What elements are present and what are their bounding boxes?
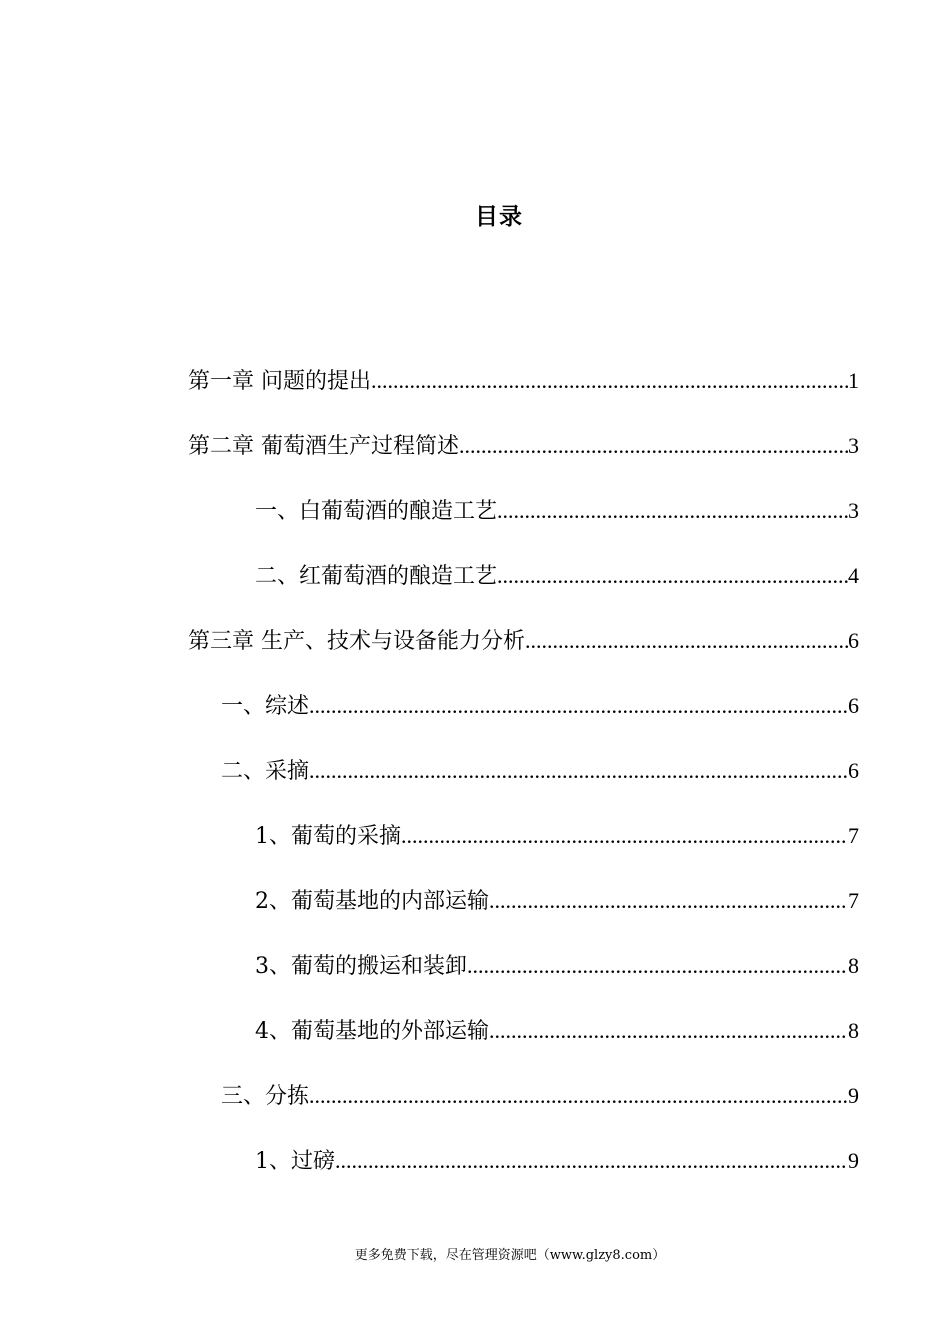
toc-entry-label: 第二章 葡萄酒生产过程简述 (188, 434, 459, 459)
toc-entry-page: 8 (848, 1018, 859, 1043)
toc-entry-subsection[interactable] (255, 1144, 859, 1178)
toc-leader-dots (309, 689, 848, 723)
toc-entry-section[interactable] (221, 754, 859, 788)
toc-entry-page: 7 (848, 888, 859, 913)
toc-entry-label: 2、葡萄基地的内部运输 (255, 889, 489, 914)
toc-entry-page: 9 (848, 1148, 859, 1173)
toc-leader-dots (489, 1014, 848, 1048)
toc-entry-label: 3、葡萄的搬运和装卸 (255, 954, 467, 979)
toc-entry-page: 6 (848, 628, 859, 653)
toc-entry-section[interactable] (221, 1079, 859, 1113)
toc-entry-label: 一、白葡萄酒的酿造工艺 (255, 499, 498, 524)
page-footer: 更多免费下载，尽在管理资源吧（www.glzy8.com） (354, 1248, 666, 1263)
toc-entry-page: 7 (848, 823, 859, 848)
toc-leader-dots (467, 949, 848, 983)
toc-entry-label: 4、葡萄基地的外部运输 (255, 1019, 489, 1044)
toc-entry-subsection[interactable] (255, 1014, 859, 1048)
toc-entry-subsection[interactable] (255, 884, 859, 918)
toc-entry-subsection[interactable] (255, 949, 859, 983)
toc-entry-label: 三、分拣 (221, 1084, 310, 1109)
toc-entry-page: 3 (848, 433, 859, 458)
toc-leader-dots (309, 1079, 848, 1113)
toc-entry-page: 8 (848, 953, 859, 978)
toc-entry-page: 9 (848, 1083, 859, 1108)
toc-leader-dots (371, 364, 848, 398)
toc-leader-dots (489, 884, 848, 918)
toc-leader-dots (497, 494, 848, 528)
toc-entry-page: 1 (848, 368, 859, 393)
toc-entry-chapter-1[interactable] (188, 364, 859, 398)
toc-entry-chapter-2[interactable] (188, 429, 859, 463)
toc-entry-page: 6 (848, 758, 859, 783)
toc-leader-dots (497, 559, 848, 593)
toc-leader-dots (335, 1144, 848, 1178)
toc-entry-page: 3 (848, 498, 859, 523)
toc-entry-label: 一、综述 (221, 694, 310, 719)
toc-title: 目录 (475, 203, 523, 230)
toc-leader-dots (309, 754, 848, 788)
toc-entry-label: 1、过磅 (255, 1149, 335, 1174)
toc-entry-page: 6 (848, 693, 859, 718)
toc-entry-page: 4 (848, 563, 859, 588)
toc-entry-chapter-3[interactable] (188, 624, 859, 658)
toc-entry-subsection[interactable] (255, 819, 859, 853)
toc-entry-section[interactable] (255, 559, 859, 593)
toc-entry-label: 1、葡萄的采摘 (255, 824, 401, 849)
toc-leader-dots (459, 429, 848, 463)
toc-entry-section[interactable] (255, 494, 859, 528)
toc-entry-label: 二、采摘 (221, 759, 310, 784)
toc-entry-label: 二、红葡萄酒的酿造工艺 (255, 564, 498, 589)
toc-entry-section[interactable] (221, 689, 859, 723)
toc-leader-dots (525, 624, 848, 658)
toc-leader-dots (401, 819, 848, 853)
toc-entry-label: 第一章 问题的提出 (188, 369, 371, 394)
toc-entry-label: 第三章 生产、技术与设备能力分析 (188, 629, 525, 654)
